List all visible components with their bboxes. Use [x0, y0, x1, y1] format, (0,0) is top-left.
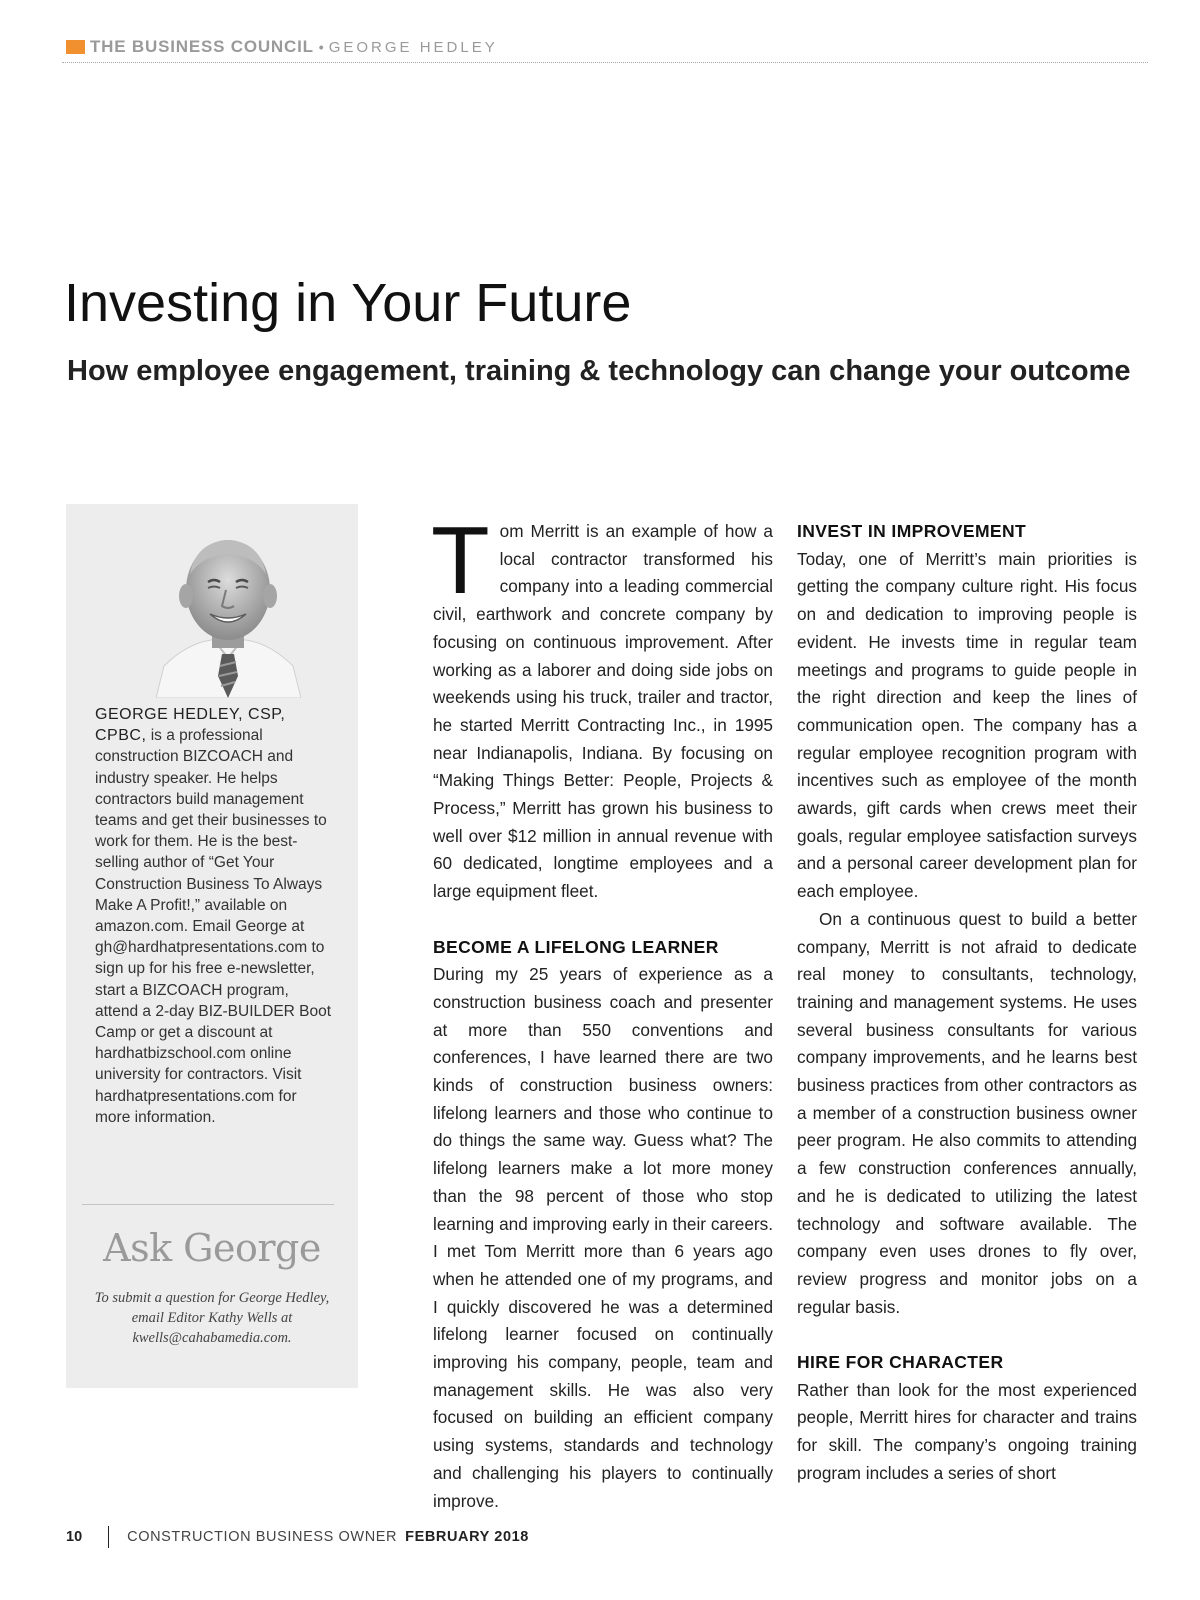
article-subtitle: How employee engagement, training & technology can change your outcome [67, 355, 1131, 387]
author-name: GEORGE HEDLEY, CSP, CPBC, [95, 706, 286, 745]
header-divider [62, 62, 1148, 63]
header-author: GEORGE HEDLEY [328, 38, 498, 56]
intro-paragraph [431, 507, 773, 906]
author-portrait [156, 526, 301, 698]
article-column-1 [431, 507, 773, 1515]
issue-date: FEBRUARY 2018 [405, 1529, 529, 1545]
subheading-lifelong-learner: BECOME A LIFELONG LEARNER [433, 936, 719, 957]
author-bio-text: is a professional construction BIZCOACH and industry speaker. He helps contractors build management teams and get their businesses to work for them. He is the best-selling author of “Get Your Construction Business To Always Make A Profit!,” available on amazon.com. Email George at gh@hardhatpresentations.com to sign up for his free e-newsletter, start a BIZCOACH program, attend a 2-day BIZ-BUILDER Boot Camp or get a discount at hardhatbizschool.com online university for contractors. Visit hardhatpresentations.com for more information. [95, 727, 332, 1126]
ask-george-title: Ask George [103, 1226, 321, 1270]
paragraph-invest-improvement: Today, one of Merritt’s main priorities is getting the company culture right. His focus on and dedication to improving people is evident. He invests time in regular team meetings and programs to guide people in the right direction and keep the lines of communication open. The company has a regular employee recognition program with incentives such as employee of the month awards, gift cards when crews meet their goals, regular employee satisfaction surveys and a personal career development plan for each employee. [797, 548, 1137, 902]
subheading-invest-improvement: INVEST IN IMPROVEMENT [797, 521, 1027, 541]
drop-cap: T [431, 507, 490, 614]
paragraph-continuous-quest: On a continuous quest to build a better company, Merritt is not afraid to dedicate real money to consultants, technology, training and management systems. He uses several business consultants for various company improvements, and he learns best business practices from other contractors as a member of a construction business owner peer program. He also commits to attending a few construction conferences annually, and he is dedicated to utilizing the latest technology and software available. The company even uses drones to fly over, review progress and monitor jobs on a regular basis. [797, 908, 1137, 1317]
sidebar-divider [82, 1204, 334, 1205]
section-name: THE BUSINESS COUNCIL [90, 37, 314, 56]
page-footer [66, 1526, 529, 1548]
article-column-2 [797, 518, 1137, 1488]
page-number: 10 [66, 1529, 83, 1545]
section-marker [66, 40, 85, 54]
header-separator: • [318, 39, 324, 55]
running-header [66, 37, 498, 57]
ask-george-text: To submit a question for George Hedley, email Editor Kathy Wells at kwells@cahabamedia.com. [94, 1290, 330, 1346]
paragraph-hire-character: Rather than look for the most experienced people, Merritt hires for character and trains for skill. The company’s ongoing training program includes a series of short [797, 1379, 1137, 1483]
paragraph-lifelong-learner: During my 25 years of experience as a construction business coach and presenter at more than 550 conventions and conferences, I have learned there are two kinds of construction business owners: lifelong learners and those who continue to do things the same way. Guess what? The lifelong learners make a lot more money than the 98 percent of those who stop learning and improving early in their careers. I met Tom Merritt more than 6 years ago when he attended one of my programs, and I quickly discovered he was a determined lifelong learner focused on continually improving his company, people, team and management skills. He was also very focused on building an efficient company using systems, standards and technology and challenging his players to continually improve. [433, 964, 773, 1511]
footer-divider [108, 1526, 109, 1548]
publication-name: CONSTRUCTION BUSINESS OWNER [127, 1529, 398, 1545]
author-bio [95, 704, 335, 1128]
author-sidebar [66, 504, 358, 1388]
subheading-hire-character: HIRE FOR CHARACTER [797, 1352, 1004, 1373]
article-title: Investing in Your Future [64, 273, 632, 333]
intro-text: om Merritt is an example of how a local contractor transformed his company into a leading commercial civil, earthwork and concrete company by focusing on continuous improvement. After working as a laborer and doing side jobs on weekends using his truck, trailer and tractor, he started Merritt Contracting Inc., in 1995 near Indianapolis, Indiana. By focusing on “Making Things Better: People, Projects & Process,” Merritt has grown his business to well over $12 million in annual revenue with 60 dedicated, longtime employees and a large equipment fleet. [433, 521, 773, 902]
